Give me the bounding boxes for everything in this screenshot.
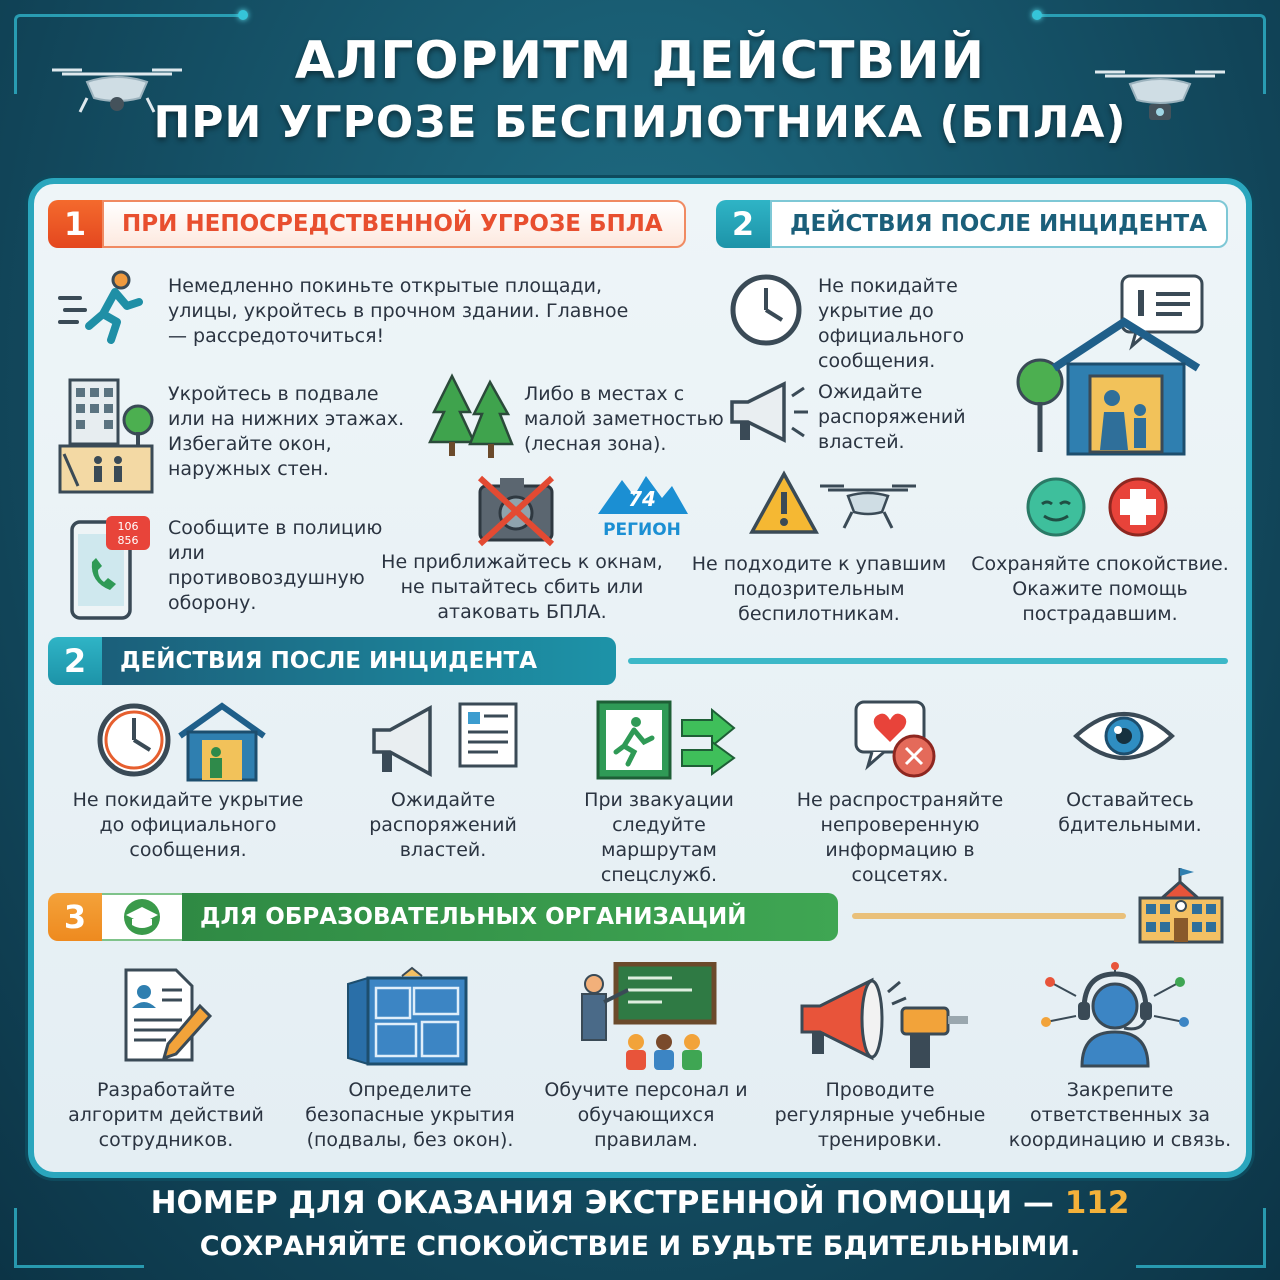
item2-no-fake-news: Не распространяйте непроверенную информацию в соцсетях. xyxy=(796,789,1004,886)
warning-drone-icon xyxy=(748,470,918,540)
section-1-banner xyxy=(48,200,686,248)
section-2-divider xyxy=(628,658,1228,664)
item-basement: Укройтесь в подвале или на нижних этажах. Избегайте окон, наружных стен. xyxy=(168,383,405,480)
clock-icon xyxy=(728,272,804,348)
document-pen-icon xyxy=(116,966,216,1066)
running-person-icon xyxy=(55,268,155,348)
school-building-icon xyxy=(1136,864,1226,946)
item3-define-shelters: Определите безопасные укрытия (подвалы, без окон). xyxy=(305,1079,515,1151)
megaphone-icon xyxy=(724,372,810,448)
emergency-number: 112 xyxy=(1064,1185,1130,1221)
item2top-no-drones: Не подходите к упавшим подозрительным беспилотникам. xyxy=(691,553,947,625)
footer xyxy=(0,1180,1280,1268)
shelter-house-icon xyxy=(1012,272,1212,462)
teacher-board-icon xyxy=(572,962,722,1072)
item3-conduct-drills: Проводите регулярные учебные тренировки. xyxy=(774,1079,986,1151)
watermark-number: 74 xyxy=(628,487,656,511)
emergency-number-text: НОМЕР ДЛЯ ОКАЗАНИЯ ЭКСТРЕННОЙ ПОМОЩИ — xyxy=(150,1185,1054,1221)
megaphone-document-icon xyxy=(368,698,524,782)
no-fake-news-icon xyxy=(850,698,960,782)
item2top-stay-calm: Сохраняйте спокойствие. Окажите помощь пострадавшим. xyxy=(971,553,1229,625)
footer-slogan: СОХРАНЯЙТЕ СПОКОЙСТВИЕ И БУДЬТЕ БДИТЕЛЬНЫМИ. xyxy=(199,1231,1081,1262)
eye-icon xyxy=(1072,704,1176,768)
item-report-police: Сообщите в полицию или противовоздушную оборону. xyxy=(168,517,383,614)
calm-first-aid-icon xyxy=(1022,474,1182,540)
clock-shelter-icon xyxy=(96,698,266,782)
section-2-number: 2 xyxy=(48,637,102,685)
graduation-cap-icon xyxy=(102,893,182,941)
watermark-text: РЕГИОН xyxy=(603,520,681,540)
mountain-logo-icon xyxy=(592,472,692,516)
headset-operator-icon xyxy=(1040,962,1190,1072)
item-no-windows: Не приближайтесь к окнам, не пытайтесь сбить или атаковать БПЛА. xyxy=(381,551,663,623)
drone-icon xyxy=(42,60,192,120)
phone-number-bottom: 856 xyxy=(117,534,139,547)
phone-number-top: 106 xyxy=(117,520,139,533)
item-forest: Либо в местах с малой заметностью (лесная зона). xyxy=(524,383,724,455)
item2-evacuation-routes: При звакуации следуйте маршрутам спецслужб. xyxy=(584,789,734,886)
watermark-logo xyxy=(592,472,692,542)
item2top-wait-orders: Ожидайте распоряжений властей. xyxy=(818,381,966,453)
title-line-2: ПРИ УГРОЗЕ БЕСПИЛОТНИКА (БПЛА) xyxy=(153,97,1127,148)
building-basement-icon xyxy=(56,376,156,496)
item3-train-staff: Обучите персонал и обучающихся правилам. xyxy=(544,1079,748,1151)
section-1-number: 1 xyxy=(48,200,102,248)
section-1-heading: ПРИ НЕПОСРЕДСТВЕННОЙ УГРОЗЕ БПЛА xyxy=(102,200,686,248)
emergency-number-line xyxy=(0,1180,1280,1226)
item-leave-open-areas: Немедленно покиньте открытые площади, улицы, укройтесь в прочном здании. Главное — рассредоточиться! xyxy=(168,275,629,347)
megaphone-drill-icon xyxy=(792,962,972,1072)
forest-icon xyxy=(422,372,522,462)
drone-icon xyxy=(1085,62,1235,132)
no-camera-icon xyxy=(474,472,558,548)
section-3-banner xyxy=(48,893,838,941)
section-2-top-number: 2 xyxy=(716,200,770,248)
item2top-stay-in-shelter: Не покидайте укрытие до официального сообщения. xyxy=(818,275,965,372)
title-line-1: АЛГОРИТМ ДЕЙСТВИЙ xyxy=(294,31,986,91)
floor-plan-icon xyxy=(342,964,472,1068)
item2-stay-vigilant: Оставайтесь бдительными. xyxy=(1058,789,1202,836)
circuit-node xyxy=(1032,10,1042,20)
section-3-number: 3 xyxy=(48,893,102,941)
item2-stay-in-shelter: Не покидайте укрытие до официального сообщения. xyxy=(72,789,304,861)
section-2-top-heading: ДЕЙСТВИЯ ПОСЛЕ ИНЦИДЕНТА xyxy=(770,200,1228,248)
item3-assign-responsible: Закрепите ответственных за координацию и связь. xyxy=(1008,1079,1232,1151)
item2-wait-orders: Ожидайте распоряжений властей. xyxy=(369,789,517,861)
section-3-heading: ДЛЯ ОБРАЗОВАТЕЛЬНЫХ ОРГАНИЗАЦИЙ xyxy=(182,893,838,941)
section-2-banner xyxy=(48,637,616,685)
emergency-exit-icon xyxy=(594,698,744,782)
phone-icon xyxy=(66,512,156,622)
section-2-top-banner xyxy=(716,200,1228,248)
item3-develop-algorithm: Разработайте алгоритм действий сотрудников. xyxy=(68,1079,264,1151)
section-3-divider xyxy=(852,913,1126,919)
section-2-heading: ДЕЙСТВИЯ ПОСЛЕ ИНЦИДЕНТА xyxy=(102,637,616,685)
circuit-node xyxy=(238,10,248,20)
